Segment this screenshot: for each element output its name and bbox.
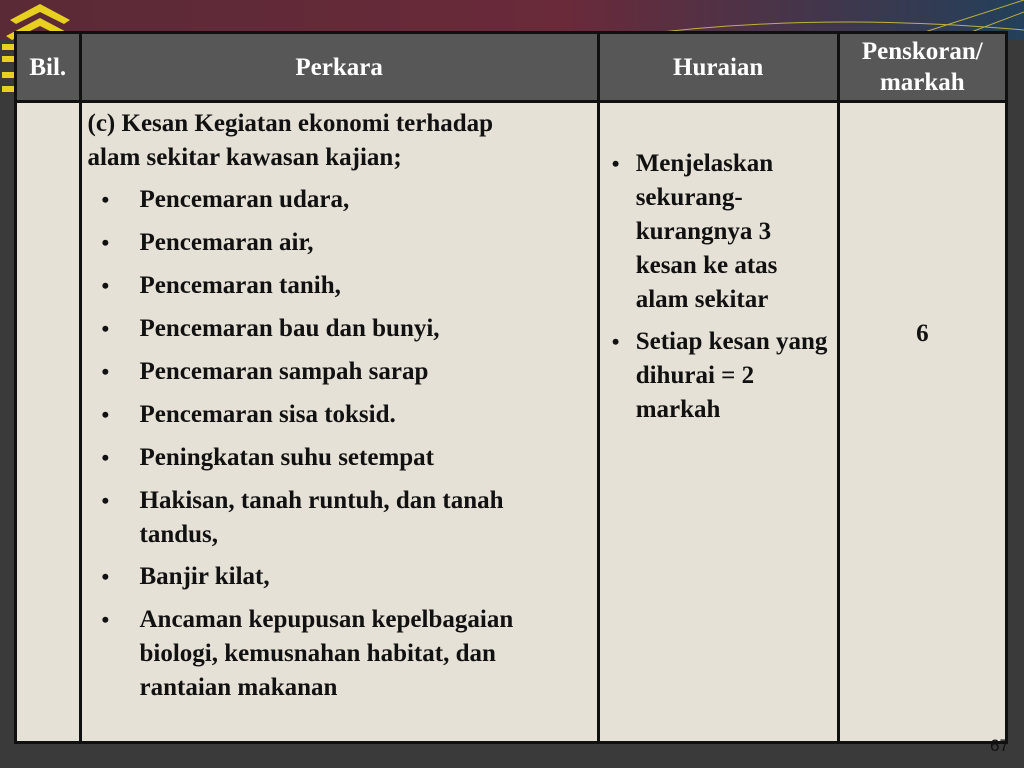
list-item: • Pencemaran bau dan bunyi, xyxy=(88,312,587,346)
perkara-intro xyxy=(88,107,587,175)
cell-perkara xyxy=(82,103,597,741)
list-item: • Menjelaskan sekurang-kurangnya 3 kesan ke atas alam sekitar xyxy=(608,147,831,317)
table-header-row xyxy=(17,34,1005,100)
header-bil: Bil. xyxy=(17,34,79,100)
header-penskoran-line1: Penskoran/ xyxy=(861,38,983,65)
list-item: • Pencemaran air, xyxy=(88,226,587,260)
list-item: • Setiap kesan yang dihurai = 2 markah xyxy=(608,325,831,427)
perkara-intro-line2: alam sekitar kawasan kajian; xyxy=(87,144,402,171)
list-item: • Banjir kilat, xyxy=(88,560,587,594)
header-penskoran xyxy=(840,34,1005,100)
list-item: • Ancaman kepupusan kepelbagaian biologi, kemusnahan habitat, dan rantaian makanan xyxy=(88,603,587,705)
header-perkara: Perkara xyxy=(82,34,597,100)
perkara-list xyxy=(88,183,587,705)
huraian-list xyxy=(608,147,831,427)
list-item: • Pencemaran udara, xyxy=(88,183,587,217)
list-item: • Peningkatan suhu setempat xyxy=(88,441,587,475)
header-huraian: Huraian xyxy=(600,34,837,100)
cell-markah: 6 xyxy=(840,103,1005,741)
list-item: • Pencemaran sampah sarap xyxy=(88,355,587,389)
header-penskoran-line2: markah xyxy=(879,69,965,96)
cell-huraian xyxy=(600,103,837,741)
page-number: 67 xyxy=(990,736,1009,755)
marking-scheme-table xyxy=(14,31,1008,744)
list-item: • Hakisan, tanah runtuh, dan tanah tandus, xyxy=(88,484,587,552)
list-item: • Pencemaran sisa toksid. xyxy=(88,398,587,432)
perkara-intro-line1: (c) Kesan Kegiatan ekonomi terhadap xyxy=(87,110,494,137)
cell-bil xyxy=(17,103,79,741)
table-row xyxy=(17,103,1005,741)
list-item: • Pencemaran tanih, xyxy=(88,269,587,303)
